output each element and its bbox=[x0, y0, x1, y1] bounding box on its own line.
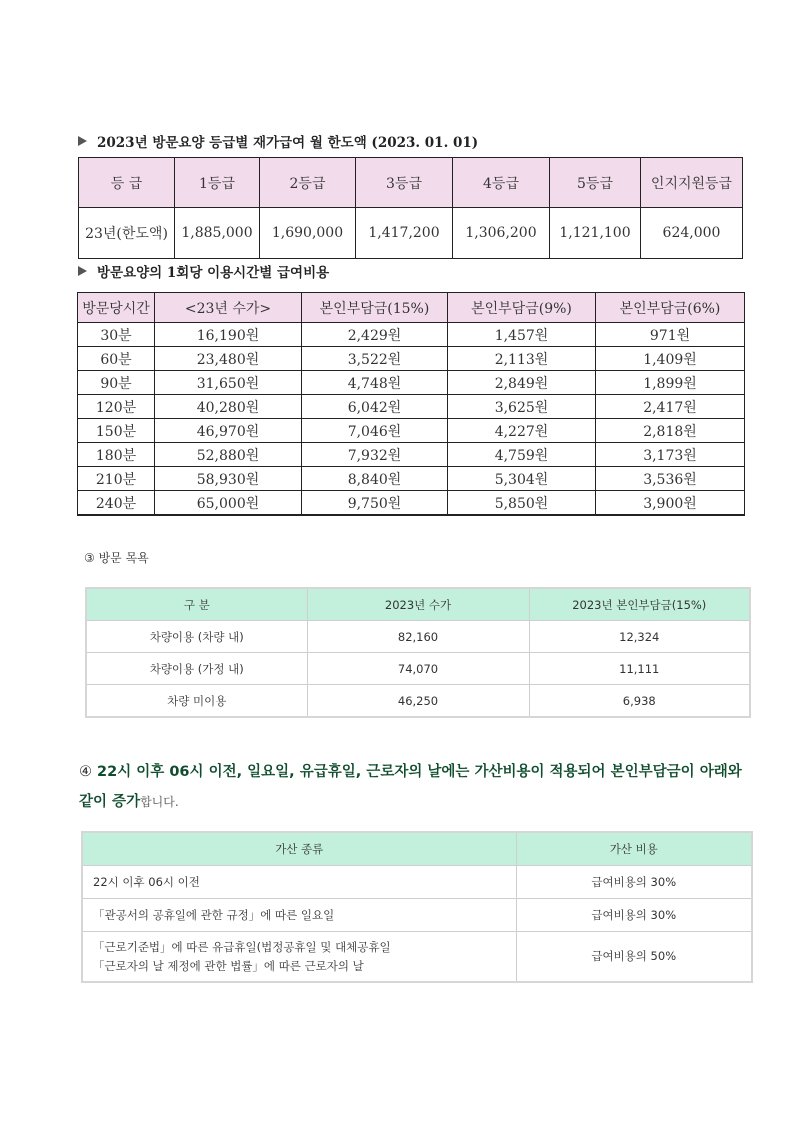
table-row bbox=[86, 685, 750, 718]
circled-number-4: ④ bbox=[79, 764, 92, 780]
table-cell: 52,880원 bbox=[155, 443, 302, 467]
table-cell: 6,042원 bbox=[302, 395, 448, 419]
table-row bbox=[78, 491, 745, 516]
table-cell: 3,625원 bbox=[448, 395, 596, 419]
table-cell: 65,000원 bbox=[155, 491, 302, 516]
header-cell: 본인부담금(6%) bbox=[596, 293, 745, 323]
table-cell: 8,840원 bbox=[302, 467, 448, 491]
table-cell: 급여비용의 30% bbox=[516, 866, 752, 899]
surcharge-notice bbox=[79, 757, 759, 817]
table-row bbox=[82, 899, 752, 932]
table-cell: 2,429원 bbox=[302, 323, 448, 347]
table-cell: 1,885,000 bbox=[175, 208, 260, 259]
table-cell: 16,190원 bbox=[155, 323, 302, 347]
table-cell: 차량이용 (가정 내) bbox=[86, 653, 307, 685]
section3-title: ③ 방문 목욕 bbox=[84, 551, 149, 565]
header-cell: 2023년 본인부담금(15%) bbox=[529, 588, 750, 621]
table-cell: 90분 bbox=[78, 371, 155, 395]
header-cell: <23년 수가> bbox=[155, 293, 302, 323]
table-cell: 23,480원 bbox=[155, 347, 302, 371]
table-row bbox=[79, 208, 743, 259]
table-row bbox=[86, 653, 750, 685]
table-cell: 120분 bbox=[78, 395, 155, 419]
table-cell: 7,046원 bbox=[302, 419, 448, 443]
table-cell: 971원 bbox=[596, 323, 745, 347]
table-cell: 1,417,200 bbox=[356, 208, 453, 259]
notice-tail-text: 합니다. bbox=[140, 795, 179, 809]
header-cell: 본인부담금(15%) bbox=[302, 293, 448, 323]
monthly-limit-table bbox=[78, 157, 743, 259]
header-cell: 4등급 bbox=[453, 158, 550, 208]
table-header-row bbox=[82, 832, 752, 866]
table-cell bbox=[82, 932, 516, 983]
table-header-row bbox=[86, 588, 750, 621]
section2-title bbox=[78, 261, 329, 281]
table-cell: 1,121,100 bbox=[550, 208, 641, 259]
notice-bold-text: 22시 이후 06시 이전, 일요일, 유급휴일, 근로자의 날에는 가산비용이 적용되어 본인부담금이 아래와 같이 증가 bbox=[79, 764, 742, 810]
table-cell: 5,304원 bbox=[448, 467, 596, 491]
header-cell: 본인부담금(9%) bbox=[448, 293, 596, 323]
table-cell: 1,306,200 bbox=[453, 208, 550, 259]
table-cell: 46,250 bbox=[307, 685, 529, 718]
visit-time-cost-table bbox=[77, 292, 745, 516]
table-cell: 60분 bbox=[78, 347, 155, 371]
header-cell: 3등급 bbox=[356, 158, 453, 208]
table-cell: 1,690,000 bbox=[260, 208, 356, 259]
table-cell: 46,970원 bbox=[155, 419, 302, 443]
table-cell: 3,522원 bbox=[302, 347, 448, 371]
table-row bbox=[78, 323, 745, 347]
table-cell: 2,113원 bbox=[448, 347, 596, 371]
table-cell: 「관공서의 공휴일에 관한 규정」에 따른 일요일 bbox=[82, 899, 516, 932]
table-cell: 74,070 bbox=[307, 653, 529, 685]
triangle-bullet-icon bbox=[78, 136, 87, 146]
table-cell: 31,650원 bbox=[155, 371, 302, 395]
table-cell: 3,536원 bbox=[596, 467, 745, 491]
table-row bbox=[82, 866, 752, 899]
table-cell: 23년(한도액) bbox=[79, 208, 175, 259]
table-row bbox=[78, 467, 745, 491]
table-cell: 차량 미이용 bbox=[86, 685, 307, 718]
table-cell: 180분 bbox=[78, 443, 155, 467]
table-cell: 22시 이후 06시 이전 bbox=[82, 866, 516, 899]
table-row bbox=[78, 347, 745, 371]
table-cell: 1,409원 bbox=[596, 347, 745, 371]
table-cell: 3,173원 bbox=[596, 443, 745, 467]
table-cell: 30분 bbox=[78, 323, 155, 347]
table-cell: 82,160 bbox=[307, 621, 529, 653]
table-cell: 6,938 bbox=[529, 685, 750, 718]
table-cell: 11,111 bbox=[529, 653, 750, 685]
triangle-bullet-icon bbox=[78, 266, 87, 276]
table-cell: 4,227원 bbox=[448, 419, 596, 443]
table-cell: 급여비용의 50% bbox=[516, 932, 752, 983]
table-cell: 210분 bbox=[78, 467, 155, 491]
cell-line: 「근로기준법」에 따른 유급휴일(법정공휴일 및 대체공휴일 bbox=[93, 939, 391, 954]
table-cell: 급여비용의 30% bbox=[516, 899, 752, 932]
table-cell: 12,324 bbox=[529, 621, 750, 653]
table-cell: 40,280원 bbox=[155, 395, 302, 419]
table-cell: 4,748원 bbox=[302, 371, 448, 395]
table-row bbox=[78, 419, 745, 443]
header-cell: 2등급 bbox=[260, 158, 356, 208]
table-cell: 7,932원 bbox=[302, 443, 448, 467]
table-header-row bbox=[78, 293, 745, 323]
table-cell: 150분 bbox=[78, 419, 155, 443]
table-row bbox=[78, 443, 745, 467]
table-header-row bbox=[79, 158, 743, 208]
header-cell: 가산 종류 bbox=[82, 832, 516, 866]
table-cell: 3,900원 bbox=[596, 491, 745, 516]
cell-line: 「근로자의 날 제정에 관한 법률」에 따른 근로자의 날 bbox=[93, 958, 364, 973]
header-cell: 인지지원등급 bbox=[641, 158, 743, 208]
table-cell: 2,417원 bbox=[596, 395, 745, 419]
surcharge-table bbox=[81, 831, 753, 983]
header-cell: 5등급 bbox=[550, 158, 641, 208]
section1-title bbox=[78, 131, 478, 151]
table-row bbox=[78, 371, 745, 395]
section1-title-text: 2023년 방문요양 등급별 재가급여 월 한도액 (2023. 01. 01) bbox=[97, 135, 479, 151]
visit-bath-table bbox=[85, 587, 751, 718]
header-cell: 가산 비용 bbox=[516, 832, 752, 866]
table-row bbox=[82, 932, 752, 983]
table-row bbox=[86, 621, 750, 653]
header-cell: 방문당시간 bbox=[78, 293, 155, 323]
table-cell: 5,850원 bbox=[448, 491, 596, 516]
section2-title-text: 방문요양의 1회당 이용시간별 급여비용 bbox=[97, 265, 330, 281]
header-cell: 구 분 bbox=[86, 588, 307, 621]
table-cell: 2,818원 bbox=[596, 419, 745, 443]
table-cell: 4,759원 bbox=[448, 443, 596, 467]
table-cell: 차량이용 (차량 내) bbox=[86, 621, 307, 653]
header-cell: 2023년 수가 bbox=[307, 588, 529, 621]
table-cell: 9,750원 bbox=[302, 491, 448, 516]
table-cell: 1,899원 bbox=[596, 371, 745, 395]
header-cell: 등 급 bbox=[79, 158, 175, 208]
table-row bbox=[78, 395, 745, 419]
header-cell: 1등급 bbox=[175, 158, 260, 208]
table-cell: 1,457원 bbox=[448, 323, 596, 347]
table-cell: 240분 bbox=[78, 491, 155, 516]
table-cell: 2,849원 bbox=[448, 371, 596, 395]
table-cell: 624,000 bbox=[641, 208, 743, 259]
table-cell: 58,930원 bbox=[155, 467, 302, 491]
